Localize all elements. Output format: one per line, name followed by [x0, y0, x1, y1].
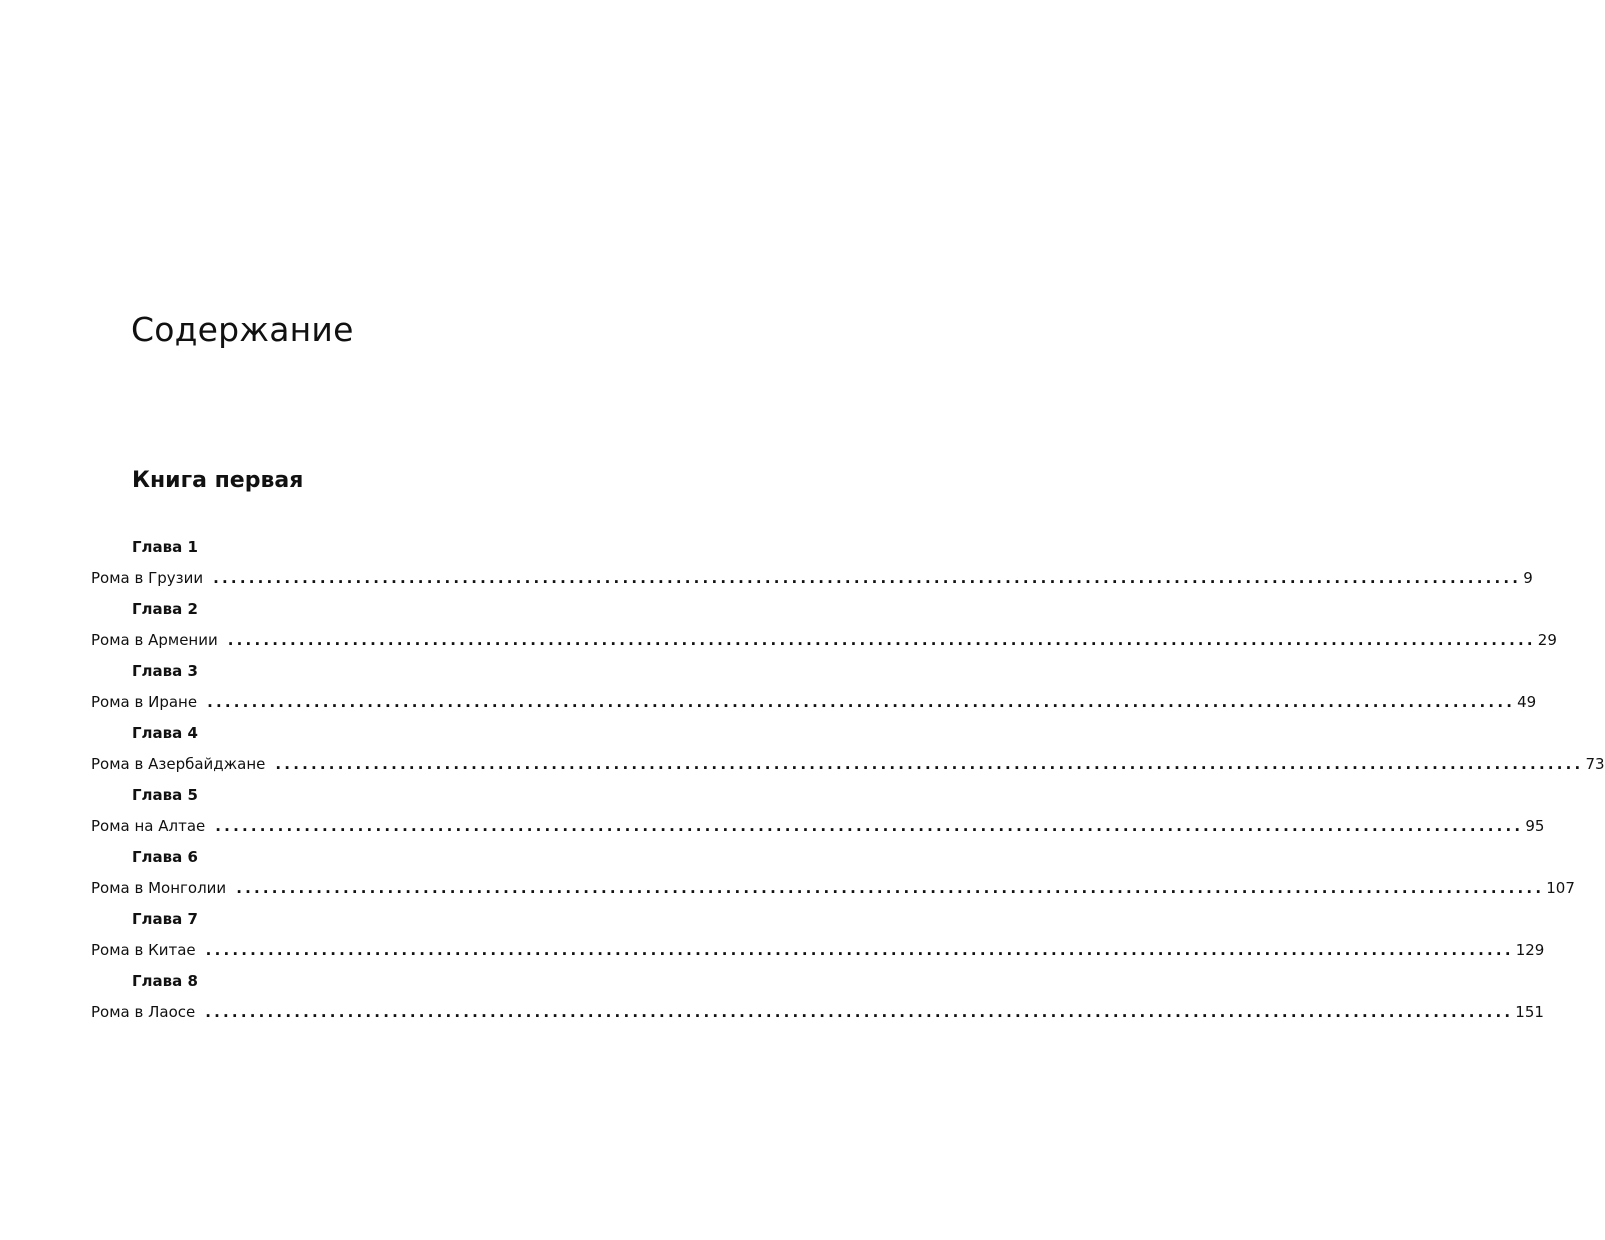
chapter-title: Рома в Армении	[91, 631, 218, 649]
page-number: 151	[1515, 1003, 1544, 1021]
chapter-heading: Глава 1	[132, 538, 198, 556]
dot-leader: ...................................................................................................................................................	[213, 569, 1522, 587]
page-number: 129	[1515, 941, 1545, 959]
toc-entry[interactable]	[91, 873, 1575, 904]
chapter-title: Рома в Китае	[91, 941, 196, 959]
toc-entry[interactable]	[91, 997, 1544, 1028]
toc-entry[interactable]	[91, 625, 1557, 656]
dot-leader: ...................................................................................................................................................	[236, 879, 1545, 897]
dot-leader: ...................................................................................................................................................	[205, 941, 1514, 959]
chapter-heading: Глава 3	[132, 662, 198, 680]
chapter-heading: Глава 7	[132, 910, 198, 928]
dot-leader: ...................................................................................................................................................	[275, 755, 1584, 773]
toc-entry[interactable]	[91, 563, 1533, 594]
chapter-title: Рома в Азербайджане	[91, 755, 266, 773]
chapter-title: Рома в Монголии	[91, 879, 227, 897]
dot-leader: ...................................................................................................................................................	[227, 631, 1536, 649]
dot-leader: ...................................................................................................................................................	[205, 1003, 1514, 1021]
chapter-title: Рома в Лаосе	[91, 1003, 196, 1021]
page-number: 29	[1537, 631, 1557, 649]
book-title: Книга первая	[132, 468, 304, 493]
table-of-contents	[91, 532, 1605, 1028]
chapter-title: Рома на Алтае	[91, 817, 206, 835]
chapter-title: Рома в Грузии	[91, 569, 204, 587]
page-number: 73	[1585, 755, 1605, 773]
page-number: 107	[1546, 879, 1575, 897]
page-number: 9	[1523, 569, 1533, 587]
dot-leader: ...................................................................................................................................................	[215, 817, 1524, 835]
toc-entry[interactable]	[91, 687, 1537, 718]
page-number: 49	[1517, 693, 1537, 711]
dot-leader: ...................................................................................................................................................	[207, 693, 1516, 711]
page-number: 95	[1525, 817, 1545, 835]
toc-entry[interactable]	[91, 935, 1545, 966]
chapter-heading: Глава 2	[132, 600, 198, 618]
toc-entry[interactable]	[91, 811, 1545, 842]
chapter-heading: Глава 8	[132, 972, 198, 990]
chapter-heading: Глава 5	[132, 786, 198, 804]
page-title: Содержание	[131, 310, 354, 349]
toc-entry[interactable]	[91, 749, 1605, 780]
chapter-title: Рома в Иране	[91, 693, 198, 711]
chapter-heading: Глава 4	[132, 724, 198, 742]
chapter-heading: Глава 6	[132, 848, 198, 866]
